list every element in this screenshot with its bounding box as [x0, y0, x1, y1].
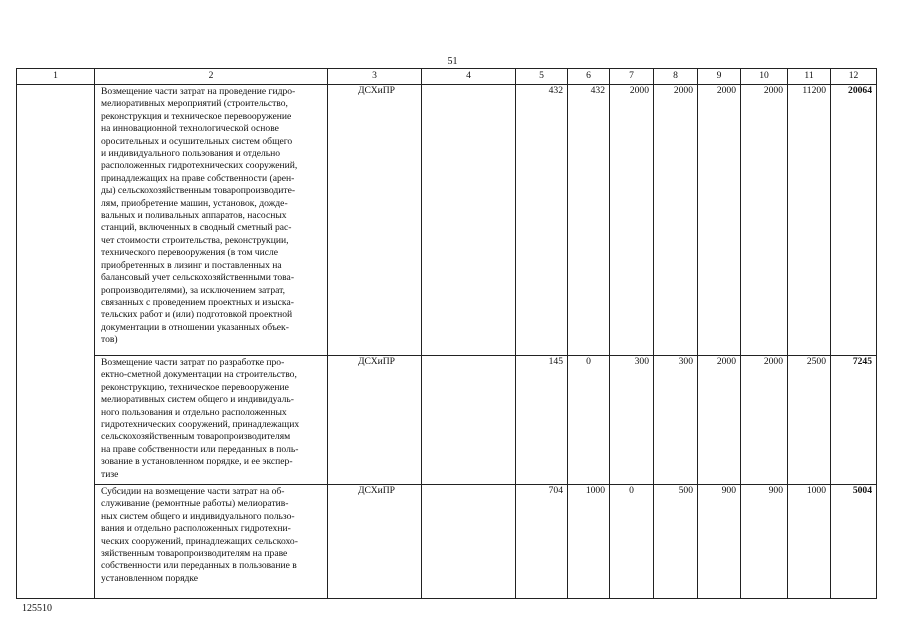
column-header: 5	[516, 69, 568, 85]
table-row	[17, 85, 877, 356]
value-cell: 11200	[788, 85, 831, 356]
value-cell: 2000	[741, 356, 788, 485]
total-cell: 5004	[831, 485, 877, 599]
column-header: 9	[698, 69, 741, 85]
value-cell: 900	[741, 485, 788, 599]
column-header: 7	[610, 69, 654, 85]
value-cell: 500	[654, 485, 698, 599]
value-cell: 432	[568, 85, 610, 356]
value-cell: 2000	[741, 85, 788, 356]
program-table	[16, 68, 877, 599]
value-cell: 2000	[698, 85, 741, 356]
value-cell: 432	[516, 85, 568, 356]
value-cell: 704	[516, 485, 568, 599]
column-number-row	[17, 69, 877, 85]
value-cell: 145	[516, 356, 568, 485]
executor-cell: ДСХиПР	[328, 356, 422, 485]
merged-first-column-cell	[17, 85, 95, 599]
total-cell: 20064	[831, 85, 877, 356]
column-header: 11	[788, 69, 831, 85]
table-row	[17, 356, 877, 485]
column-header: 3	[328, 69, 422, 85]
column-header: 6	[568, 69, 610, 85]
column-header: 1	[17, 69, 95, 85]
value-cell: 900	[698, 485, 741, 599]
measure-description: Возмещение части затрат по разработке про- ектно-сметной документации на строительство, реконструкцию, техническое перевооружение мелиоративных систем общего и индивидуаль- ного пользования и отдельно расположенных гидротехнических сооружений, принадлежащих сельскохозяйственным товаропроизводителям на праве собственности или переданных в поль- зование в установленном порядке, и ее экспер- тизе	[95, 356, 328, 485]
executor-cell: ДСХиПР	[328, 485, 422, 599]
measure-description: Возмещение части затрат на проведение гидро- мелиоративных мероприятий (строительство, реконструкция и техническое перевооружение на инновационной технологической основе оросительных и осушительных систем общего и индивидуального пользования и отдельно расположенных гидротехнических сооружений, принадлежащих на праве собственности (арен- ды) сельскохозяйственным товаропроизводите- лям, приобретение машин, установок, дожде- вальных и поливальных аппаратов, насосных станций, включенных в сводный сметный рас- чет стоимости строительства, реконструкции, технического перевооружения (в том числе приобретенных в лизинг и поставленных на балансовый учет сельскохозяйственными това- ропроизводителями), за исключением затрат, связанных с проведением проектных и изыска- тельских работ и (или) подготовкой проектной документации в отношении указанных объек- тов)	[95, 85, 328, 356]
value-cell: 2000	[698, 356, 741, 485]
empty-cell	[422, 85, 516, 356]
total-cell: 7245	[831, 356, 877, 485]
measure-description: Субсидии на возмещение части затрат на об- служивание (ремонтные работы) мелиоратив- ных систем общего и индивидуального пользо- вания и отдельно расположенных гидротехни- ческих сооружений, принадлежащих сельскохо- зяйственным товаропроизводителям на праве собственности или переданных в пользование в установленном порядке	[95, 485, 328, 599]
column-header: 12	[831, 69, 877, 85]
value-cell: 300	[610, 356, 654, 485]
column-header: 8	[654, 69, 698, 85]
value-cell: 2000	[654, 85, 698, 356]
value-cell: 300	[654, 356, 698, 485]
document-code: 125510	[22, 603, 52, 614]
value-cell: 0	[610, 485, 654, 599]
value-cell: 2000	[610, 85, 654, 356]
empty-cell	[422, 356, 516, 485]
value-cell: 1000	[568, 485, 610, 599]
value-cell: 0	[568, 356, 610, 485]
page-number: 51	[447, 56, 458, 67]
table-row	[17, 485, 877, 599]
column-header: 2	[95, 69, 328, 85]
column-header: 10	[741, 69, 788, 85]
value-cell: 1000	[788, 485, 831, 599]
value-cell: 2500	[788, 356, 831, 485]
executor-cell: ДСХиПР	[328, 85, 422, 356]
empty-cell	[422, 485, 516, 599]
column-header: 4	[422, 69, 516, 85]
